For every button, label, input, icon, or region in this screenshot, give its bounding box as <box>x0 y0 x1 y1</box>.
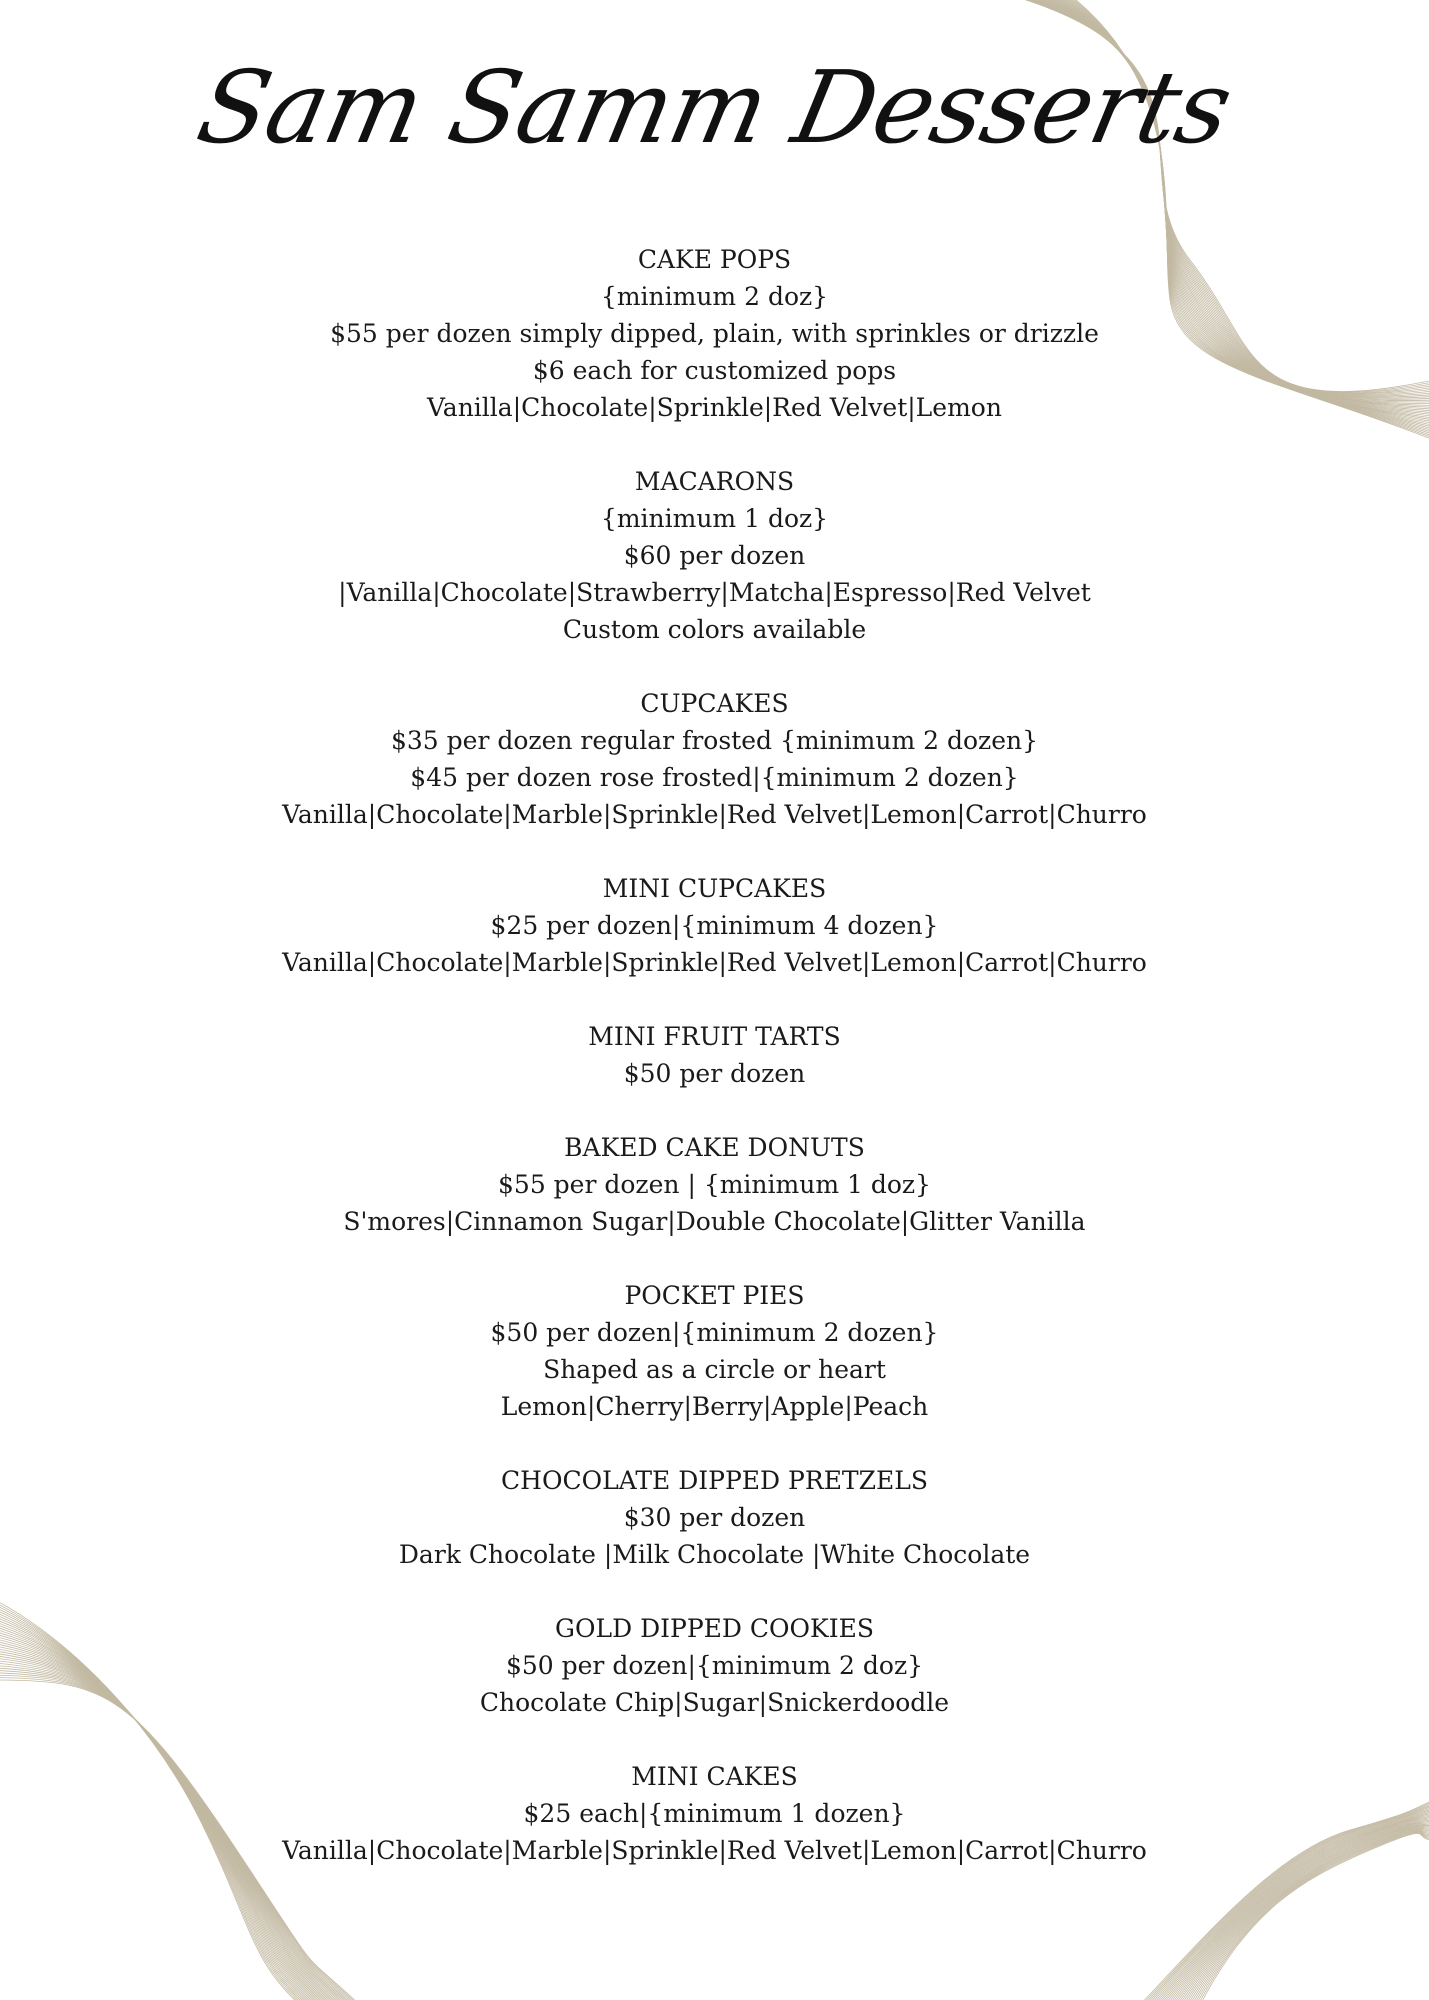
section-line: Vanilla|Chocolate|Marble|Sprinkle|Red Velvet|Lemon|Carrot|Churro <box>282 800 1147 829</box>
section-heading: MINI CAKES <box>631 1762 798 1791</box>
section-line: $55 per dozen simply dipped, plain, with sprinkles or drizzle <box>330 319 1099 348</box>
menu-section-gold-dipped-cookies <box>0 1610 1429 1721</box>
section-heading: MINI CUPCAKES <box>602 874 827 903</box>
menu-list <box>0 241 1429 1906</box>
section-heading: BAKED CAKE DONUTS <box>564 1133 865 1162</box>
section-line: $55 per dozen | {minimum 1 doz} <box>498 1170 931 1199</box>
section-line: {minimum 1 doz} <box>600 504 829 533</box>
section-heading: MINI FRUIT TARTS <box>588 1022 841 1051</box>
section-line: $50 per dozen|{minimum 2 doz} <box>505 1651 924 1680</box>
section-line: |Vanilla|Chocolate|Strawberry|Matcha|Espresso|Red Velvet <box>338 578 1091 607</box>
menu-section-mini-cakes <box>0 1758 1429 1869</box>
section-line: $6 each for customized pops <box>532 356 897 385</box>
section-heading: CHOCOLATE DIPPED PRETZELS <box>501 1466 928 1495</box>
section-line: S'mores|Cinnamon Sugar|Double Chocolate|Glitter Vanilla <box>343 1207 1086 1236</box>
menu-section-cake-pops <box>0 241 1429 426</box>
section-heading: MACARONS <box>634 467 795 496</box>
section-line: $30 per dozen <box>623 1503 806 1532</box>
section-line: Chocolate Chip|Sugar|Snickerdoodle <box>479 1688 950 1717</box>
section-line: {minimum 2 doz} <box>600 282 829 311</box>
section-line: $45 per dozen rose frosted|{minimum 2 dozen} <box>410 763 1019 792</box>
section-line: Vanilla|Chocolate|Marble|Sprinkle|Red Velvet|Lemon|Carrot|Churro <box>282 1836 1147 1865</box>
section-line: $50 per dozen <box>623 1059 806 1088</box>
section-line: Dark Chocolate |Milk Chocolate |White Chocolate <box>398 1540 1031 1569</box>
section-line: Custom colors available <box>562 615 867 644</box>
section-line: Lemon|Cherry|Berry|Apple|Peach <box>500 1392 929 1421</box>
section-line: $60 per dozen <box>623 541 806 570</box>
section-line: Shaped as a circle or heart <box>543 1355 886 1384</box>
menu-section-pocket-pies <box>0 1277 1429 1425</box>
menu-section-cupcakes <box>0 685 1429 833</box>
section-line: Vanilla|Chocolate|Sprinkle|Red Velvet|Lemon <box>427 393 1002 422</box>
section-heading: CUPCAKES <box>640 689 789 718</box>
section-line: $50 per dozen|{minimum 2 dozen} <box>490 1318 939 1347</box>
section-line: Vanilla|Chocolate|Marble|Sprinkle|Red Velvet|Lemon|Carrot|Churro <box>282 948 1147 977</box>
page-title: Sam Samm Desserts <box>188 49 1241 166</box>
menu-section-macarons <box>0 463 1429 648</box>
section-heading: GOLD DIPPED COOKIES <box>555 1614 874 1643</box>
menu-section-mini-fruit-tarts <box>0 1018 1429 1092</box>
section-line: $25 per dozen|{minimum 4 dozen} <box>490 911 939 940</box>
menu-section-chocolate-dipped-pretzels <box>0 1462 1429 1573</box>
menu-section-mini-cupcakes <box>0 870 1429 981</box>
section-line: $25 each|{minimum 1 dozen} <box>523 1799 906 1828</box>
menu-section-baked-cake-donuts <box>0 1129 1429 1240</box>
section-heading: POCKET PIES <box>624 1281 805 1310</box>
section-heading: CAKE POPS <box>637 245 792 274</box>
section-line: $35 per dozen regular frosted {minimum 2 dozen} <box>391 726 1038 755</box>
